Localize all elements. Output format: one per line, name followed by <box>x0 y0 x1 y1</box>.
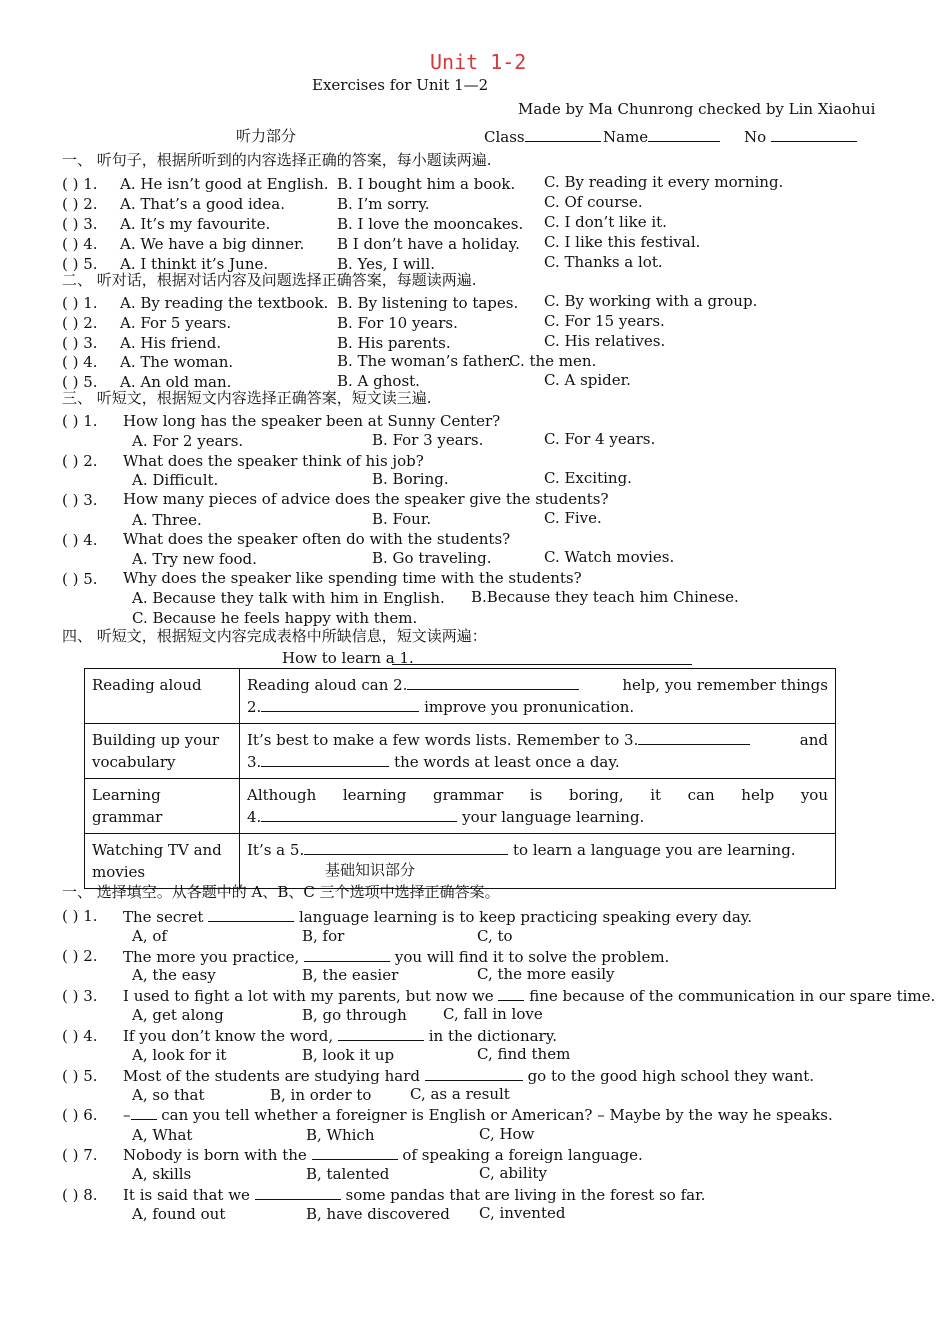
reading-text-2a: 2. <box>247 698 262 716</box>
s3-q3-b: B. Four. <box>372 510 432 528</box>
basics-heading: 基础知识部分 <box>325 861 416 879</box>
s3-q5-question: Why does the speaker like spending time with the students? <box>123 569 582 587</box>
grammar-text-2b: your language learning. <box>462 808 645 826</box>
s1-q2-c: C. Of course. <box>544 193 643 211</box>
b-q5-a: A, so that <box>132 1086 205 1104</box>
b-q8-b: B, have discovered <box>306 1205 450 1223</box>
row-content-reading <box>240 669 836 724</box>
name-label: Name <box>603 128 649 146</box>
table-row <box>85 724 836 779</box>
s1-q5-b: B. Yes, I will. <box>337 255 435 273</box>
b-q7-q2: of speaking a foreign language. <box>402 1146 643 1164</box>
b-q2-c: C, the more easily <box>477 965 615 983</box>
s1-q1-num: ( ) 1. <box>62 175 98 193</box>
s3-q5-c: C. Because he feels happy with them. <box>132 609 418 627</box>
s2-q2-a: A. For 5 years. <box>120 314 232 332</box>
s2-q5-b: B. A ghost. <box>337 372 420 390</box>
s3-q1-b: B. For 3 years. <box>372 431 484 449</box>
row-label-watching: Watching TV and movies <box>85 834 240 889</box>
class-field <box>484 129 601 145</box>
reading-text-1a: Reading aloud can 2. <box>247 676 408 694</box>
s1-q4-b: B I don’t have a holiday. <box>337 235 520 253</box>
row-line <box>247 674 828 696</box>
s3-q4-c: C. Watch movies. <box>544 548 675 566</box>
watching-text-1a: It’s a 5. <box>247 841 305 859</box>
b-q8-blank[interactable] <box>255 1185 341 1200</box>
b-q1-q2: language learning is to keep practicing speaking every day. <box>298 908 753 926</box>
s3-q4-question: What does the speaker often do with the students? <box>123 530 511 548</box>
s1-q2-num: ( ) 2. <box>62 195 98 213</box>
s3-q1-num: ( ) 1. <box>62 412 98 430</box>
vocab-text-1a: It’s best to make a few words lists. Remember to 3. <box>247 731 639 749</box>
b-q4-b: B, look it up <box>302 1046 395 1064</box>
b-q5-q2: go to the good high school they want. <box>527 1067 815 1085</box>
b-q6-blank[interactable] <box>131 1105 157 1120</box>
b-q2-a: A, the easy <box>132 966 216 984</box>
class-label: Class <box>484 128 525 146</box>
b-q3-text <box>123 986 935 1005</box>
s2-title: 二、 听对话，根据对话内容及问题选择正确答案，每题读两遍. <box>62 271 477 289</box>
s2-q2-b: B. For 10 years. <box>337 314 458 332</box>
b-q2-num: ( ) 2. <box>62 947 98 965</box>
b-q4-blank[interactable] <box>338 1026 424 1041</box>
s4-title: 四、 听短文，根据短文内容完成表格中所缺信息，短文读两遍： <box>62 627 487 645</box>
s3-q5-num: ( ) 5. <box>62 570 98 588</box>
row-content-vocabulary <box>240 724 836 779</box>
b-q1-a: A, of <box>132 927 167 945</box>
b-q6-b: B, Which <box>306 1126 375 1144</box>
b-q6-q1: – <box>123 1106 131 1124</box>
listening-heading: 听力部分 <box>236 127 297 145</box>
b-q5-blank[interactable] <box>425 1066 523 1081</box>
s1-q3-b: B. I love the mooncakes. <box>337 215 524 233</box>
basics-s1-title: 一、 选择填空。从各题中的 A、B、C 三个选项中选择正确答案。 <box>62 883 500 901</box>
s1-q1-c: C. By reading it every morning. <box>544 173 784 191</box>
vocab-text-2b: the words at least once a day. <box>394 753 620 771</box>
b-q7-q1: Nobody is born with the <box>123 1146 307 1164</box>
row-line <box>247 806 828 828</box>
s1-q2-b: B. I’m sorry. <box>337 195 430 213</box>
s1-title: 一、 听句子，根据所听到的内容选择正确的答案，每小题读两遍. <box>62 151 492 169</box>
s2-q3-a: A. His friend. <box>120 334 222 352</box>
s2-q4-b: B. The woman’s father. <box>337 352 513 370</box>
b-q4-c: C, find them <box>477 1045 571 1063</box>
author-line: Made by Ma Chunrong checked by Lin Xiaohui <box>518 100 876 118</box>
b-q7-text <box>123 1145 643 1164</box>
b-q2-blank[interactable] <box>304 947 390 962</box>
b-q1-blank[interactable] <box>208 907 294 922</box>
no-blank[interactable] <box>771 129 857 142</box>
s2-q1-a: A. By reading the textbook. <box>120 294 329 312</box>
b-q1-c: C, to <box>477 927 513 945</box>
s2-q1-c: C. By working with a group. <box>544 292 758 310</box>
grammar-text-2a: 4. <box>247 808 262 826</box>
b-q1-text <box>123 907 752 926</box>
b-q7-b: B, talented <box>306 1165 390 1183</box>
s2-q3-num: ( ) 3. <box>62 334 98 352</box>
b-q4-num: ( ) 4. <box>62 1027 98 1045</box>
row-content-grammar <box>240 779 836 834</box>
blank-3b[interactable] <box>261 752 389 767</box>
s3-q2-c: C. Exciting. <box>544 469 632 487</box>
b-q8-a: A, found out <box>132 1205 226 1223</box>
s3-q1-a: A. For 2 years. <box>132 432 244 450</box>
s3-q3-num: ( ) 3. <box>62 491 98 509</box>
b-q6-text <box>123 1105 833 1124</box>
reading-text-1 <box>247 674 579 696</box>
b-q5-b: B, in order to <box>270 1086 372 1104</box>
s1-q5-c: C. Thanks a lot. <box>544 253 663 271</box>
s3-q3-question: How many pieces of advice does the speaker give the students? <box>123 490 609 508</box>
s2-q4-c: C. the men. <box>509 352 597 370</box>
s1-q5-a: A. I thinkt it’s June. <box>120 255 269 273</box>
s3-q2-a: A. Difficult. <box>132 471 219 489</box>
s1-q2-a: A. That’s a good idea. <box>120 195 285 213</box>
b-q7-c: C, ability <box>479 1164 547 1182</box>
s1-q4-num: ( ) 4. <box>62 235 98 253</box>
b-q8-text <box>123 1185 705 1204</box>
b-q7-num: ( ) 7. <box>62 1146 98 1164</box>
b-q2-b: B, the easier <box>302 966 399 984</box>
page-subtitle: Exercises for Unit 1—2 <box>312 76 489 94</box>
s1-q5-num: ( ) 5. <box>62 255 98 273</box>
s3-q3-a: A. Three. <box>132 511 202 529</box>
table-title: How to learn a 1. <box>282 649 414 667</box>
blank-5[interactable] <box>304 840 508 855</box>
b-q3-blank[interactable] <box>498 986 524 1001</box>
b-q2-text <box>123 947 669 966</box>
s2-q5-a: A. An old man. <box>120 373 232 391</box>
b-q5-text <box>123 1066 814 1085</box>
s2-q1-b: B. By listening to tapes. <box>337 294 519 312</box>
row-label-reading: Reading aloud <box>85 669 240 724</box>
s3-q1-c: C. For 4 years. <box>544 430 656 448</box>
vocab-text-1 <box>247 729 750 751</box>
class-blank[interactable] <box>525 129 601 142</box>
reading-text-1b: help, you remember things <box>622 676 828 694</box>
row-line <box>247 729 828 751</box>
b-q6-a: A, What <box>132 1126 193 1144</box>
s1-q3-c: C. I don’t like it. <box>544 213 667 231</box>
s3-q2-num: ( ) 2. <box>62 452 98 470</box>
b-q4-a: A, look for it <box>132 1046 227 1064</box>
s3-q2-question: What does the speaker think of his job? <box>123 452 424 470</box>
s3-q5-a: A. Because they talk with him in English. <box>132 589 445 607</box>
b-q7-blank[interactable] <box>312 1145 398 1160</box>
s2-q3-b: B. His parents. <box>337 334 451 352</box>
row-label-grammar: Learning grammar <box>85 779 240 834</box>
s2-q5-num: ( ) 5. <box>62 373 98 391</box>
row-line <box>247 696 828 718</box>
b-q4-text <box>123 1026 557 1045</box>
b-q6-num: ( ) 6. <box>62 1106 98 1124</box>
s1-q4-a: A. We have a big dinner. <box>120 235 305 253</box>
b-q6-c: C, How <box>479 1125 535 1143</box>
row-line <box>247 839 828 861</box>
blank-3a[interactable] <box>638 730 750 745</box>
s3-q1-question: How long has the speaker been at Sunny Center? <box>123 412 501 430</box>
s2-q1-num: ( ) 1. <box>62 294 98 312</box>
b-q3-b: B, go through <box>302 1006 407 1024</box>
name-blank[interactable] <box>648 129 720 142</box>
b-q5-c: C, as a result <box>410 1085 510 1103</box>
b-q3-num: ( ) 3. <box>62 987 98 1005</box>
vocab-text-1b: and <box>799 731 828 749</box>
b-q8-q2: some pandas that are living in the forest so far. <box>345 1186 706 1204</box>
b-q4-q2: in the dictionary. <box>428 1027 557 1045</box>
reading-text-2b: improve you pronunication. <box>424 698 635 716</box>
b-q8-c: C, invented <box>479 1204 566 1222</box>
b-q8-q1: It is said that we <box>123 1186 250 1204</box>
s2-q2-c: C. For 15 years. <box>544 312 665 330</box>
table-row <box>85 834 836 889</box>
b-q7-a: A, skills <box>132 1165 192 1183</box>
b-q2-q1: The more you practice, <box>123 948 300 966</box>
grammar-text-1: Although learning grammar is boring, it can help you <box>247 786 828 804</box>
s3-q3-c: C. Five. <box>544 509 602 527</box>
table-row <box>85 669 836 724</box>
blank-4[interactable] <box>261 807 457 822</box>
table-row <box>85 779 836 834</box>
row-label-vocabulary: Building up your vocabulary <box>85 724 240 779</box>
b-q3-q1: I used to fight a lot with my parents, but now we <box>123 987 494 1005</box>
b-q1-num: ( ) 1. <box>62 907 98 925</box>
blank-2b[interactable] <box>261 697 419 712</box>
s3-q4-b: B. Go traveling. <box>372 549 492 567</box>
unit-title: Unit 1-2 <box>430 50 527 74</box>
b-q6-q2: can you tell whether a foreigner is English or American? – Maybe by the way he speaks. <box>161 1106 833 1124</box>
b-q5-num: ( ) 5. <box>62 1067 98 1085</box>
s3-q4-num: ( ) 4. <box>62 531 98 549</box>
s3-q5-b: B.Because they teach him Chinese. <box>471 588 739 606</box>
s1-q3-a: A. It’s my favourite. <box>120 215 271 233</box>
s1-q4-c: C. I like this festival. <box>544 233 701 251</box>
vocab-text-2a: 3. <box>247 753 262 771</box>
no-label: No <box>744 128 767 146</box>
b-q4-q1: If you don’t know the word, <box>123 1027 334 1045</box>
b-q1-q1: The secret <box>123 908 204 926</box>
b-q3-q2: fine because of the communication in our spare time. <box>529 987 936 1005</box>
table-title-underline <box>392 664 692 665</box>
name-field <box>603 129 720 145</box>
b-q3-a: A, get along <box>132 1006 224 1024</box>
b-q1-b: B, for <box>302 927 345 945</box>
s2-q5-c: C. A spider. <box>544 371 631 389</box>
b-q3-c: C, fall in love <box>443 1005 543 1023</box>
s1-q3-num: ( ) 3. <box>62 215 98 233</box>
row-line <box>247 751 828 773</box>
s2-q4-a: A. The woman. <box>120 353 234 371</box>
watching-text-1b: to learn a language you are learning. <box>513 841 796 859</box>
blank-2a[interactable] <box>407 675 579 690</box>
s2-q2-num: ( ) 2. <box>62 314 98 332</box>
b-q2-q2: you will find it to solve the problem. <box>394 948 670 966</box>
s1-q1-a: A. He isn’t good at English. <box>120 175 329 193</box>
no-field <box>744 129 857 145</box>
s3-q4-a: A. Try new food. <box>132 550 257 568</box>
s1-q1-b: B. I bought him a book. <box>337 175 516 193</box>
s2-q3-c: C. His relatives. <box>544 332 666 350</box>
s2-q4-num: ( ) 4. <box>62 353 98 371</box>
learning-table <box>84 668 836 889</box>
s3-q2-b: B. Boring. <box>372 470 449 488</box>
b-q8-num: ( ) 8. <box>62 1186 98 1204</box>
s3-title: 三、 听短文，根据短文内容选择正确答案，短文读三遍. <box>62 389 432 407</box>
b-q5-q1: Most of the students are studying hard <box>123 1067 421 1085</box>
